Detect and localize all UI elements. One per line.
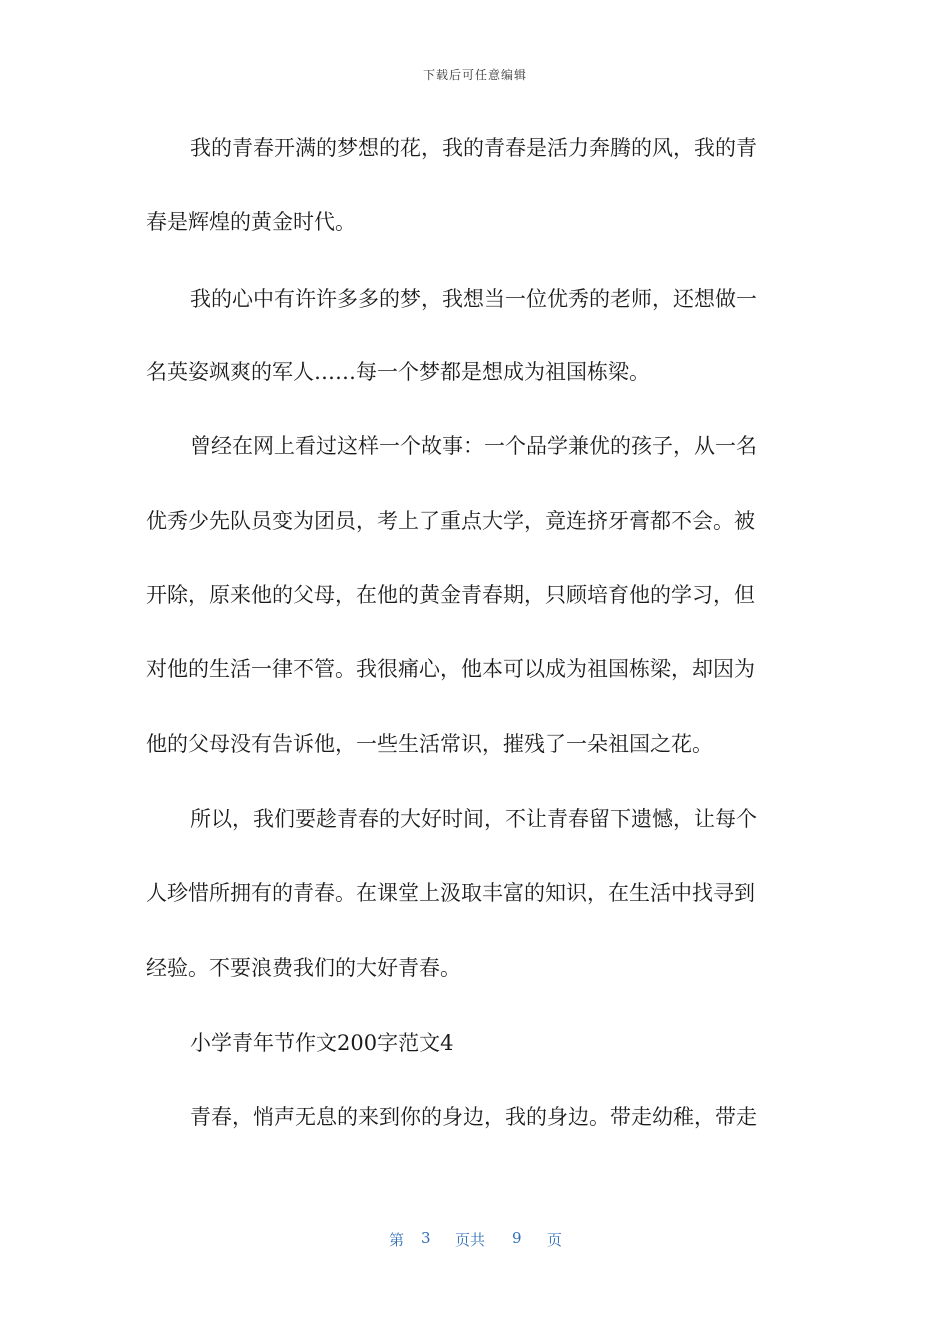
line-text: 他的父母没有告诉他，一些生活常识，摧残了一朵祖国之花。 bbox=[146, 732, 713, 756]
heading-text: 小学青年节作文200字范文4 bbox=[190, 1031, 454, 1055]
line-text: 对他的生活一律不管。我很痛心，他本可以成为祖国栋梁，却因为 bbox=[146, 657, 755, 681]
line-text: 人珍惜所拥有的青春。在课堂上汲取丰富的知识，在生活中找寻到 bbox=[146, 881, 755, 905]
line-text: 开除，原来他的父母，在他的黄金青春期，只顾培育他的学习，但 bbox=[146, 583, 755, 607]
line-text: 我的心中有许许多多的梦，我想当一位优秀的老师，还想做一 bbox=[190, 287, 757, 311]
line-text: 我的青春开满的梦想的花，我的青春是活力奔腾的风，我的青 bbox=[190, 136, 757, 160]
page-footer bbox=[0, 1229, 950, 1251]
line-text: 经验。不要浪费我们的大好青春。 bbox=[146, 956, 461, 980]
line-text: 曾经在网上看过这样一个故事：一个品学兼优的孩子，从一名 bbox=[190, 434, 757, 458]
footer-ye: 页 bbox=[547, 1231, 563, 1249]
line-text: 名英姿飒爽的军人……每一个梦都是想成为祖国栋梁。 bbox=[146, 360, 650, 384]
footer-page-current: 3 bbox=[421, 1229, 431, 1247]
header-note: 下载后可任意编辑 bbox=[422, 68, 527, 82]
line-text: 青春，悄声无息的来到你的身边，我的身边。带走幼稚，带走 bbox=[190, 1105, 757, 1129]
line-text: 优秀少先队员变为团员，考上了重点大学，竟连挤牙膏都不会。被 bbox=[146, 509, 755, 533]
line-text: 春是辉煌的黄金时代。 bbox=[146, 210, 356, 234]
footer-page-total: 9 bbox=[512, 1229, 522, 1247]
line-text: 所以，我们要趁青春的大好时间，不让青春留下遗憾，让每个 bbox=[190, 807, 757, 831]
footer-di: 第 bbox=[389, 1231, 405, 1249]
footer-ye-gong: 页共 bbox=[455, 1231, 486, 1249]
